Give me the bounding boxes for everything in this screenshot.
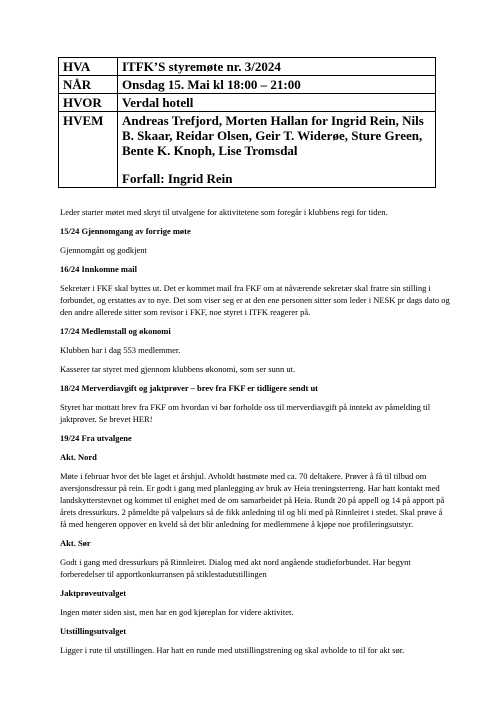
section-heading: 16/24 Innkomne mail bbox=[60, 264, 137, 274]
section-paragraph: Kasserer tar styret med gjennom klubbens økonomi, som ser sunn ut. bbox=[60, 364, 296, 374]
absence-note: Forfall: Ingrid Rein bbox=[122, 171, 233, 186]
header-row-nar bbox=[59, 76, 436, 94]
subsection-heading: Jaktprøveutvalget bbox=[60, 588, 127, 598]
section-heading: 19/24 Fra utvalgene bbox=[60, 433, 132, 443]
section-heading: 18/24 Merverdiavgift og jaktprøver – brev fra FKF er tidligere sendt ut bbox=[60, 383, 319, 393]
section-paragraph: Ligger i rute til utstillingen. Har hatt en runde med utstillingstrening og skal avholde to til for akt sør. bbox=[60, 645, 405, 655]
section-paragraph: Sekretær i FKF skal byttes ut. Det er kommet mail fra FKF om at nåværende sekretær skal fratre sin stilling i forbundet, og erstattes av to nye. Det som viser seg er at den ene personen sitter som leder i NESK pr dags dato og den andre allerede sitter som revisor i FKF, noe styret i ITFK reagerer på. bbox=[60, 283, 450, 317]
attendees-list: Andreas Trefjord, Morten Hallan for Ingrid Rein, Nils B. Skaar, Reidar Olsen, Geir T. Widerøe, Sture Green, Bente K. Knoph, Lise Tromsdal bbox=[122, 113, 424, 158]
header-key: HVA bbox=[59, 58, 118, 76]
minutes-body bbox=[60, 206, 450, 663]
subsection-heading: Akt. Sør bbox=[60, 538, 91, 548]
intro-paragraph: Leder starter møtet med skryt til utvalgene for aktivitetene som foregår i klubbens regi for tiden. bbox=[60, 207, 388, 217]
header-row-hvor bbox=[59, 94, 436, 112]
subsection-heading: Akt. Nord bbox=[60, 452, 97, 462]
section-heading: 15/24 Gjennomgang av forrige møte bbox=[60, 226, 191, 236]
meeting-header-table bbox=[58, 57, 436, 188]
header-value: ITFK’S styremøte nr. 3/2024 bbox=[118, 58, 436, 76]
section-paragraph: Møte i februar hvor det ble laget et årshjul. Avholdt høstmøte med ca. 70 deltakere. Prøver å få til tilbud om aversjonsdressur på rein. Er godt i gang med planlegging av bruk av Heia treningsterreng. Har hatt kontakt med landskytterstevnet og kommet til enighet med de om samarbeidet på Heia. Rundt 20 på appell og 14 på apport på årets dressurkurs. 2 påmeldte på valpekurs så de fikk anledning til og bli med på Rinnleiret i stedet. Skal prøve å få med hengeren oppover en kveld så det blir anledning for medlemmene å kjøpe noe profileringsutstyr. bbox=[60, 471, 445, 529]
section-paragraph: Godt i gang med dressurkurs på Rinnleiret. Dialog med akt nord angående studieforbundet. Har begynt forberedelser til apportkonkurransen på stiklestadutstillingen bbox=[60, 557, 411, 579]
subsection-heading: Utstillingsutvalget bbox=[60, 626, 127, 636]
header-key: HVEM bbox=[59, 112, 118, 188]
header-key: HVOR bbox=[59, 94, 118, 112]
header-value: Onsdag 15. Mai kl 18:00 – 21:00 bbox=[118, 76, 436, 94]
header-value-attendees bbox=[118, 112, 436, 188]
section-paragraph: Klubben har i dag 553 medlemmer. bbox=[60, 345, 181, 355]
section-paragraph: Styret har mottatt brev fra FKF om hvordan vi bør forholde oss til merverdiavgift på inntekt av påmelding til jaktprøver. Se brevet HER! bbox=[60, 402, 431, 424]
header-key: NÅR bbox=[59, 76, 118, 94]
header-row-hvem bbox=[59, 112, 436, 188]
section-heading: 17/24 Medlemstall og økonomi bbox=[60, 326, 171, 336]
header-row-hva bbox=[59, 58, 436, 76]
section-paragraph: Gjennomgått og godkjent bbox=[60, 245, 147, 255]
section-paragraph: Ingen møter siden sist, men har en god kjøreplan for videre aktivitet. bbox=[60, 607, 294, 617]
header-value: Verdal hotell bbox=[118, 94, 436, 112]
